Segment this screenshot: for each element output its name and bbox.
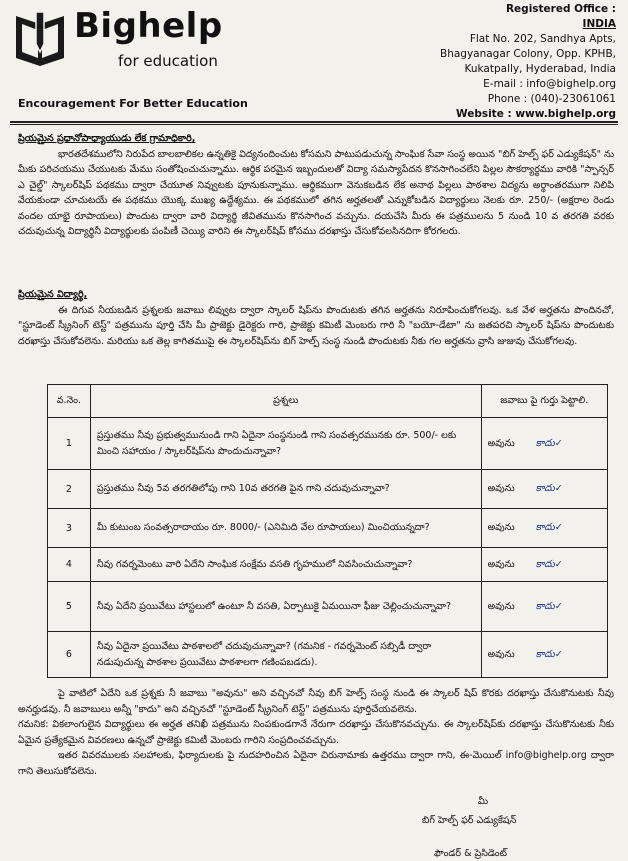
option-no-marked[interactable]: కాదు xyxy=(535,483,555,494)
option-no-marked[interactable]: కాదు xyxy=(535,522,555,533)
table-row xyxy=(48,548,608,582)
address-line: Bhagyanagar Colony, Opp. KPHB, xyxy=(439,48,616,60)
option-yes[interactable]: అవును xyxy=(487,558,515,570)
signature-organization: బిగ్ హెల్ప్ ఫర్ ఎడ్యుకేషన్ xyxy=(422,815,517,826)
registered-office-block xyxy=(356,2,616,122)
table-row xyxy=(48,582,608,632)
option-yes[interactable]: అవును xyxy=(487,648,515,660)
book-pencil-logo-icon xyxy=(12,10,68,68)
address-line: Kukatpally, Hyderabad, India xyxy=(464,63,616,75)
row-question: ప్రస్తుతము నీవు 5వ తరగతిలోపు గాని 10వ తరగతి పైన గాని చదువుచున్నావా? xyxy=(90,470,481,509)
answer-cell xyxy=(481,509,607,548)
row-number: 5 xyxy=(48,582,91,632)
option-no-marked[interactable]: కాదు xyxy=(535,600,555,612)
paragraph-contact: ఇతర వివరములకు సలహాలకు, ఫిర్యాదులకు పై నుదహరించిన ఏదైనా చిరునామాకు ఉత్తరము ద్వారా గాని, ఈ-మెయిల్ info@bighelp.org ద్వారా గాని తెలుసుకోవలెను. xyxy=(18,750,614,777)
header-divider xyxy=(10,121,618,123)
answer-cell xyxy=(481,548,607,582)
row-number: 1 xyxy=(48,418,91,470)
registered-office-label: Registered Office : xyxy=(505,3,616,15)
phone: Phone : (040)-23061061 xyxy=(487,93,616,105)
option-yes[interactable]: అవును xyxy=(487,483,515,494)
brand-subtitle: for education xyxy=(118,52,218,70)
row-number: 6 xyxy=(48,632,91,678)
column-header-question: ప్రశ్నలు xyxy=(90,385,481,418)
column-header-answer: జవాబు పై గుర్తు పెట్టాలి. xyxy=(481,385,607,418)
answer-cell xyxy=(481,418,607,470)
eligibility-table xyxy=(47,384,608,678)
row-question: నీవు ఏదైనా ప్రయివేటు పాఠశాలలో చదువుచున్నావా? (గమనిక - గవర్నమెంట్ సబ్సిడీ ద్వారా నడుపుచున్న పాఠశాల ప్రయివేటు పాఠశాలగా గణింపబడదు). xyxy=(90,632,481,678)
table-header-row xyxy=(48,385,608,418)
table-row xyxy=(48,418,608,470)
tick-mark-icon: ✓ xyxy=(554,483,563,494)
option-no-marked[interactable]: కాదు xyxy=(535,648,555,660)
table-row xyxy=(48,632,608,678)
option-yes[interactable]: అవును xyxy=(487,600,515,612)
country: INDIA xyxy=(582,18,616,30)
letter-body-3 xyxy=(18,686,614,779)
row-number: 4 xyxy=(48,548,91,582)
tick-mark-icon: ✓ xyxy=(554,522,563,533)
row-question: నీవు గవర్నమెంటు వారి ఏదేని సాంఘిక సంక్షేమ వసతి గృహములో నివసించుచున్నావా? xyxy=(90,548,481,582)
brand-name: Bighelp xyxy=(74,6,223,46)
tick-mark-icon: ✓ xyxy=(554,600,563,612)
paragraph-eligibility-note: పై వాటిలో ఏదేని ఒక ప్రశ్నకు నీ జవాబు "అవును" అని వచ్చినచో నీవు బిగ్ హెల్ప్ సంస్థ నుండి ఈ స్కాలర్ షిప్ కొరకు దరఖాస్తు చేసుకొనుటకు నీవు అనర్హుడవు. నీ జవాబులు అన్నీ "కాదు" అని వచ్చినచో "స్టూడెంట్ స్క్రీనింగ్ టెస్ట్" పత్రమును పూర్తిచేయవలెను. xyxy=(18,688,614,715)
row-question: ప్రస్తుతము నీవు ప్రభుత్వమునుండి గాని ఏదైనా సంస్థనుండి గాని సంవత్సరమునకు రూ. 500/- లకు మించి సహాయం / స్కాలర్‌షిప్‌ను పొందుచున్నావా? xyxy=(90,418,481,470)
answer-cell xyxy=(481,582,607,632)
row-question: మీ కుటుంబ సంవత్సరాదాయం రూ. 8000/- (ఎనిమిది వేల రూపాయలు) మించియున్నదా? xyxy=(90,509,481,548)
table-row xyxy=(48,509,608,548)
tick-mark-icon: ✓ xyxy=(554,558,563,570)
row-question: నీవు ఏదేని ప్రయివేటు హాస్టలులో ఉంటూ నీ వసతి, ఏర్పాటుకై ఏమయినా ఫీజు చెల్లించుచున్నావా? xyxy=(90,582,481,632)
tagline: Encouragement For Better Education xyxy=(18,97,248,110)
website: Website : www.bighelp.org xyxy=(455,108,616,120)
table-row xyxy=(48,470,608,509)
option-yes[interactable]: అవును xyxy=(487,522,515,533)
paragraph-intro: భారతదేశములోని నిరుపేద బాలబాలికల ఉన్నతికై విద్యనందించుట కోసమని పాటుపడుచున్న సాంఘిక సేవా సంస్థ అయిన "బిగ్ హెల్ప్ ఫర్ ఎడ్యుకేషన్" ను మీకు పరిచయము చేయుటకు మేము సంతోషించుచున్నాము. ఆర్థిక పరమైన ఇబ్బందులతో విద్యా సమస్యాపేదన కొనసాగించలేని పిల్లల సౌకర్యార్థము వారికి "స్పాన్సర్ ఎ చైల్డ్" స్కాలర్‌షిప్ పథకము ద్వారా చేయూత నివ్వుటకు పూనుకున్నాము. ఆర్థికముగా వెనుకబడిన లేక అనాథ పిల్లలు పాఠశాల విద్యను అర్థాంతరముగా నిలిపి వేయకుండా చూచుటయే ఈ పథకము యొక్క ముఖ్య ఉద్దేశ్యము. ఈ పథకములో తగిన అర్హతలతో ఎన్నుకోబడిన విద్యార్థులు నెలకు రూ. 250/- (అక్షరాల రెండు వందల యాభై రూపాయలు) పొందుట ద్వారా వారి విద్యార్థి జీవితమును కొనసాగించ వచ్చును. దయచేసి మీరు ఈ పత్రములను 5 నుండి 10 వ తరగతి వరకు చదువుచున్న విద్యార్థినీ విద్యార్థులకు పంపిణీ చెయ్యి వారిని ఈ స్కాలర్‌షిప్ కోసము దరఖాస్తు చేసుకోవలసినదిగా కోరగలరు. xyxy=(18,148,614,237)
paragraph-instructions: ఈ దిగువ నీయబడిన ప్రశ్నలకు జవాబు లివ్వుట ద్వారా స్కాలర్ షిప్‌ను పొందుటకు తగిన అర్హతను నిరూపించుకోగలవు. ఒక వేళ అర్హతను పొందినచో, "స్టూడెంట్ స్క్రీనింగ్ టెస్ట్" పత్రమును పూర్తి చేసి మీ ప్రాజెక్టు డైరెక్టరు గారి, ప్రాజెక్టు కమిటీ మెంబరు గారి నీ "బయో-డేటా" ను జతపరచి స్కాలర్ షిప్‌ను పొందుటకు దరఖాస్తు చేసుకోవలెను. మరియు ఒక తెల్ల కాగితముపై ఈ స్కాలర్‌షిప్‌ను బిగ్ హెల్ప్ సంస్థ నుండి పొందుటకు నీకు గల అర్హతను వ్రాసి జుజువు చేసుకోగలవు. xyxy=(18,304,614,347)
header-divider-thin xyxy=(10,124,618,125)
column-header-number: వ.నెం. xyxy=(48,385,91,418)
signature-title: ఫౌండర్ & ప్రెసిడెంట్ xyxy=(434,848,507,859)
salutation-student: ప్రియమైన విద్యార్థి, xyxy=(18,289,88,300)
tick-mark-icon: ✓ xyxy=(554,648,563,660)
option-yes[interactable]: అవును xyxy=(487,437,515,449)
option-no-marked[interactable]: కాదు xyxy=(535,437,555,449)
answer-cell xyxy=(481,470,607,509)
address-line: Flat No. 202, Sandhya Apts, xyxy=(469,33,616,45)
option-no-marked[interactable]: కాదు xyxy=(535,558,555,570)
signature-closing: మీ xyxy=(478,796,489,807)
answer-cell xyxy=(481,632,607,678)
letter-body-1 xyxy=(18,131,614,240)
row-number: 3 xyxy=(48,509,91,548)
email: E-mail : info@bighelp.org xyxy=(483,78,616,90)
row-number: 2 xyxy=(48,470,91,509)
paragraph-disabled-note: గమనిక: వికలాంగులైన విద్యార్థులు ఈ అర్హత తనిఖీ పత్రమును నింపకుండగానే నేరుగా దరఖాస్తు చేసుకొనవచ్చును. ఈ స్కాలర్‌షిప్‌కు దరఖాస్తు చేసుకొనుటకు నీకు ఏమైన ప్రత్యేకమైన వివరణలు ఉన్నచో ప్రాజెక్టు కమిటీ మెంబరు గారిని సంప్రదించవచ్చును. xyxy=(18,719,614,746)
salutation-headmaster: ప్రియమైన ప్రధానోపాధ్యాయుడు లేక గ్రామాధికారి, xyxy=(18,133,196,144)
tick-mark-icon: ✓ xyxy=(554,437,563,449)
letter-body-2 xyxy=(18,287,614,349)
